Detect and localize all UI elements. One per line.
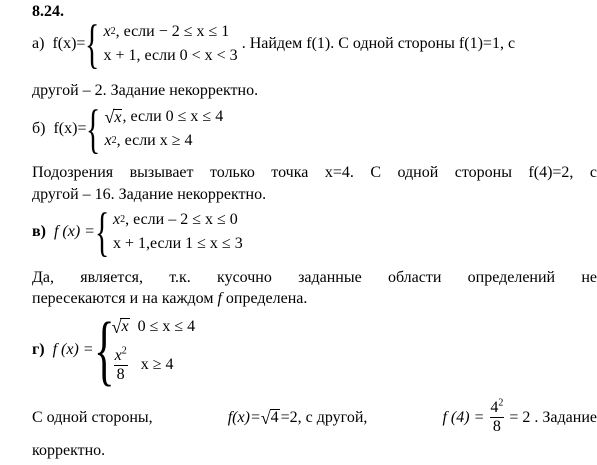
part-g-text-f2: f (4) = [442, 408, 485, 426]
part-g-case-2 [112, 342, 196, 388]
part-g-case1-cond: 0 ≤ x ≤ 4 [137, 318, 196, 335]
part-a-formula [32, 14, 516, 74]
part-a-case-1: x 2 , если − 2 ≤ x ≤ 1 [103, 23, 230, 41]
part-v-text-line2 [32, 291, 307, 307]
part-v-formula [32, 202, 243, 262]
part-b-text-line1: Подозрения вызывает только точка x=4. С одной стороны f(4)=2, с [32, 164, 597, 181]
part-a-cases [103, 20, 237, 68]
part-v-label: в) [32, 223, 46, 241]
part-v-case1-expr: x [112, 211, 121, 229]
part-a-func: f(x)= [52, 35, 86, 53]
part-g-case-1 [112, 312, 196, 342]
part-g-text-sqrt: √ 4 [260, 407, 279, 428]
part-g-cases [112, 312, 196, 388]
part-g-text-frac: $\frac{4^2}{8}$ [490, 397, 504, 435]
part-b-case2-expr: x [104, 132, 112, 150]
part-v-case2-expr: x + 1, [112, 235, 150, 253]
part-g-text-line2: корректно. [32, 442, 106, 459]
part-v-case1-cond: , если – 2 ≤ x ≤ 0 [125, 211, 238, 229]
part-b-case1-cond: , если 0 ≤ x ≤ 4 [122, 108, 224, 126]
part-v-case-2 [113, 232, 243, 256]
part-g-text-f: f(x)= [227, 408, 261, 426]
part-a-label: а) [32, 35, 45, 53]
part-b-func: f(x)= [53, 120, 87, 138]
part-g-formula [32, 305, 196, 393]
part-a-case-2 [103, 44, 237, 68]
part-v-text-line2-f: f [217, 290, 222, 307]
part-v-text-line1: Да, является, т.к. кусочно заданные области определений не [32, 269, 597, 286]
part-g-brace: { [93, 305, 115, 393]
part-b-formula [32, 99, 224, 159]
part-v-brace: { [94, 202, 110, 262]
part-b-label: б) [32, 120, 46, 138]
part-a-brace: { [85, 14, 100, 74]
problem-number: 8.24. [32, 3, 64, 20]
part-a-text-line1: . Найдем f(1). С одной стороны f(1)=1, с [241, 35, 516, 53]
part-g-case2-frac: $\frac{x^2}{8}$ [114, 345, 127, 383]
part-g-case2-cond: x ≥ 4 [140, 356, 174, 373]
part-b-cases [104, 105, 223, 153]
part-b-case2-cond: , если x ≥ 4 [116, 132, 193, 150]
part-v-text-line2-pre: пересекаются и на каждом [32, 290, 218, 307]
part-g-text-mid: =2, с другой, [280, 408, 368, 426]
part-v-case-1: x 2 , если – 2 ≤ x ≤ 0 [112, 211, 238, 229]
part-b-brace: { [86, 99, 101, 159]
part-v-func: f (x) = [53, 223, 95, 241]
part-g-text-line1 [32, 397, 597, 435]
part-g-func: f (x) = [52, 341, 94, 358]
part-a-case1-cond: , если − 2 ≤ x ≤ 1 [115, 23, 230, 41]
part-g-case1-sqrt: √ x [111, 317, 129, 337]
part-b-case1-sqrt: √ x [104, 107, 122, 128]
part-a-text-line2: другой – 2. Задание некорректно. [32, 82, 259, 99]
part-b-text-line2: другой – 16. Задание некорректно. [32, 186, 267, 203]
part-v-text-line2-post: определена. [221, 290, 308, 307]
part-a-case1-expr: x [103, 23, 111, 41]
part-v-case2-cond: если 1 ≤ x ≤ 3 [150, 235, 243, 253]
part-b-case-2: x 2 , если x ≥ 4 [104, 132, 193, 150]
part-g-text-pre: С одной стороны, [32, 408, 153, 426]
part-g-text-eq: = 2 . Задание [509, 408, 597, 426]
part-g-label: г) [32, 341, 45, 358]
part-a-case2-expr: x + 1 [103, 47, 137, 65]
part-b-case-1 [104, 105, 223, 129]
part-v-cases [113, 208, 243, 256]
part-a-case2-cond: , если 0 < x < 3 [136, 47, 238, 65]
